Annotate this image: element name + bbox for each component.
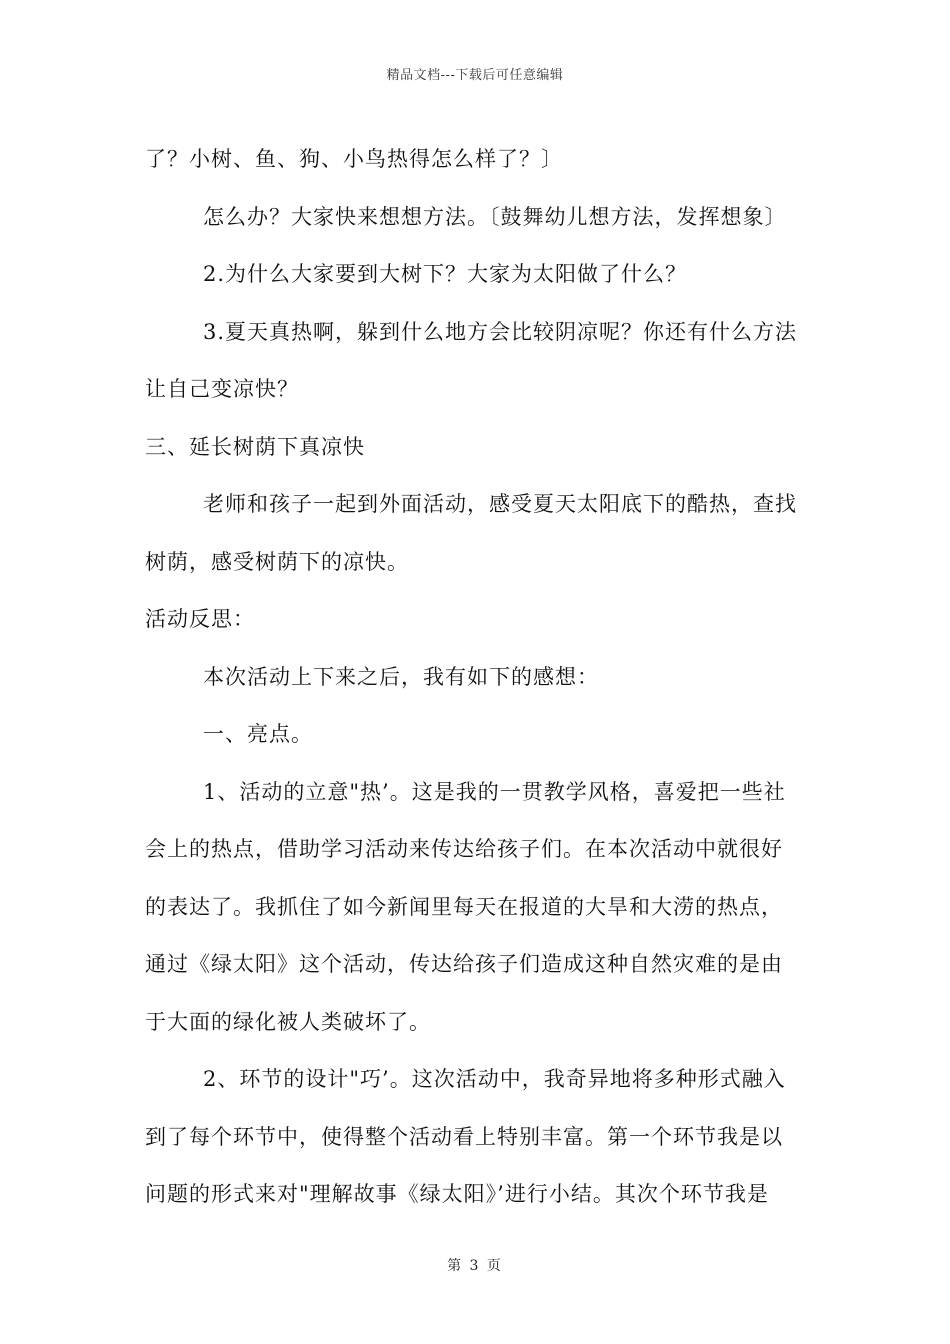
section-heading: 活动反思： (145, 607, 255, 631)
text-line: 树荫，感受树荫下的凉快。 (145, 549, 409, 574)
text-line: 让自己变凉快？ (145, 377, 299, 401)
text-line: 于大面的绿化被人类破坏了。 (145, 1009, 431, 1034)
text-line: 怎么办？大家快来想想方法。〔鼓舞幼儿想方法，发挥想象〕 (203, 204, 787, 229)
text-line: 会上的热点，借助学习活动来传达给孩子们。在本次活动中就很好 (145, 837, 783, 861)
text-line: 老师和孩子一起到外面活动，感受夏天太阳底下的酷热，查找 (203, 492, 797, 516)
text-line: 2.为什么大家要到大树下？大家为太阳做了什么？ (203, 262, 688, 286)
document-body (145, 131, 810, 1224)
page-header: 精品文档---下载后可任意编辑 (386, 68, 564, 83)
subsection-heading: 一、亮点。 (203, 722, 313, 746)
section-heading: 三、延长树荫下真凉快 (145, 434, 365, 459)
text-line: 通过《绿太阳》这个活动，传达给孩子们造成这种自然灾难的是由 (145, 952, 783, 976)
text-line: 3.夏天真热啊，躲到什么地方会比较阴凉呢？你还有什么方法 (203, 319, 798, 344)
text-line: 2、环节的设计"巧’。这次活动中，我奇异地将多种形式融入 (203, 1067, 786, 1091)
text-line: 本次活动上下来之后，我有如下的感想： (203, 664, 599, 689)
text-line: 的表达了。我抓住了如今新闻里每天在报道的大旱和大涝的热点， (145, 894, 783, 919)
text-line: 了？小树、鱼、狗、小鸟热得怎么样了？〕 (145, 147, 563, 171)
text-line: 问题的形式来对"理解故事《绿太阳》’进行小结。其次个环节我是 (145, 1182, 769, 1206)
page-number: 第 3 页 (447, 1258, 503, 1274)
text-line: 到了每个环节中，使得整个活动看上特别丰富。第一个环节我是以 (145, 1124, 783, 1149)
text-line: 1、活动的立意"热’。这是我的一贯教学风格，喜爱把一些社 (203, 779, 786, 804)
